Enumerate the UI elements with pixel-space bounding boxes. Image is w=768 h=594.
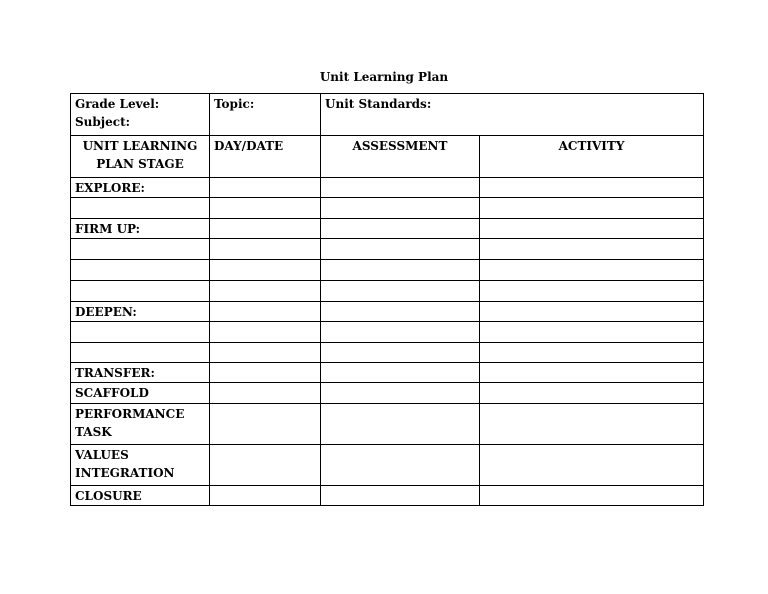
day-date-cell[interactable] (210, 281, 321, 302)
activity-column-header: ACTIVITY (480, 136, 704, 178)
day-date-cell[interactable] (210, 445, 321, 486)
grade-subject-cell[interactable] (71, 94, 210, 136)
assessment-cell[interactable] (321, 178, 480, 198)
subject-label: Subject: (75, 115, 131, 129)
table-row (71, 198, 704, 219)
table-row (71, 383, 704, 404)
activity-cell[interactable] (480, 239, 704, 260)
stage-firm-up: FIRM UP: (71, 219, 210, 239)
day-date-cell[interactable] (210, 219, 321, 239)
assessment-column-header: ASSESSMENT (321, 136, 480, 178)
activity-cell[interactable] (480, 260, 704, 281)
activity-cell[interactable] (480, 198, 704, 219)
table-row (71, 404, 704, 445)
unit-standards-label: Unit Standards: (325, 97, 432, 111)
assessment-cell[interactable] (321, 239, 480, 260)
table-row (71, 281, 704, 302)
activity-cell[interactable] (480, 363, 704, 383)
stage-closure: CLOSURE (71, 486, 210, 506)
values-line1: VALUES (75, 448, 129, 462)
table-row (71, 239, 704, 260)
performance-line1: PERFORMANCE (75, 407, 185, 421)
table-row (71, 322, 704, 343)
topic-cell[interactable] (210, 94, 321, 136)
assessment-cell[interactable] (321, 383, 480, 404)
table-row (71, 219, 704, 239)
assessment-cell[interactable] (321, 260, 480, 281)
day-date-cell[interactable] (210, 343, 321, 363)
stage-cell[interactable] (71, 343, 210, 363)
assessment-cell[interactable] (321, 198, 480, 219)
stage-header-line1: UNIT LEARNING (82, 139, 198, 153)
assessment-cell[interactable] (321, 486, 480, 506)
performance-line2: TASK (75, 425, 112, 439)
grade-level-label: Grade Level: (75, 97, 160, 111)
values-line2: INTEGRATION (75, 466, 175, 480)
stage-explore: EXPLORE: (71, 178, 210, 198)
activity-cell[interactable] (480, 343, 704, 363)
stage-transfer: TRANSFER: (71, 363, 210, 383)
table-row (71, 178, 704, 198)
stage-cell[interactable] (71, 239, 210, 260)
stage-values-integration (71, 445, 210, 486)
activity-cell[interactable] (480, 404, 704, 445)
assessment-cell[interactable] (321, 322, 480, 343)
day-date-cell[interactable] (210, 404, 321, 445)
activity-cell[interactable] (480, 302, 704, 322)
activity-cell[interactable] (480, 322, 704, 343)
day-date-cell[interactable] (210, 363, 321, 383)
day-date-cell[interactable] (210, 383, 321, 404)
day-date-cell[interactable] (210, 486, 321, 506)
day-date-cell[interactable] (210, 178, 321, 198)
activity-cell[interactable] (480, 445, 704, 486)
assessment-cell[interactable] (321, 219, 480, 239)
day-date-cell[interactable] (210, 302, 321, 322)
stage-header-line2: PLAN STAGE (96, 157, 184, 171)
table-row (71, 260, 704, 281)
activity-cell[interactable] (480, 219, 704, 239)
table-row (71, 486, 704, 506)
header-row (71, 94, 704, 136)
activity-cell[interactable] (480, 281, 704, 302)
stage-cell[interactable] (71, 260, 210, 281)
stage-cell[interactable] (71, 281, 210, 302)
stage-cell[interactable] (71, 198, 210, 219)
day-date-cell[interactable] (210, 322, 321, 343)
assessment-cell[interactable] (321, 302, 480, 322)
stage-cell[interactable] (71, 322, 210, 343)
day-date-cell[interactable] (210, 260, 321, 281)
day-date-cell[interactable] (210, 198, 321, 219)
assessment-cell[interactable] (321, 281, 480, 302)
assessment-cell[interactable] (321, 445, 480, 486)
activity-cell[interactable] (480, 486, 704, 506)
day-date-column-header: DAY/DATE (210, 136, 321, 178)
assessment-cell[interactable] (321, 404, 480, 445)
topic-label: Topic: (214, 97, 255, 111)
unit-learning-plan-table (70, 93, 704, 506)
stage-deepen: DEEPEN: (71, 302, 210, 322)
stage-column-header (71, 136, 210, 178)
day-date-cell[interactable] (210, 239, 321, 260)
document-title: Unit Learning Plan (319, 70, 449, 84)
activity-cell[interactable] (480, 178, 704, 198)
stage-performance-task (71, 404, 210, 445)
unit-standards-cell[interactable] (321, 94, 704, 136)
table-row (71, 363, 704, 383)
table-row (71, 343, 704, 363)
activity-cell[interactable] (480, 383, 704, 404)
stage-scaffold: SCAFFOLD (71, 383, 210, 404)
table-row (71, 445, 704, 486)
column-header-row (71, 136, 704, 178)
assessment-cell[interactable] (321, 363, 480, 383)
assessment-cell[interactable] (321, 343, 480, 363)
table-row (71, 302, 704, 322)
